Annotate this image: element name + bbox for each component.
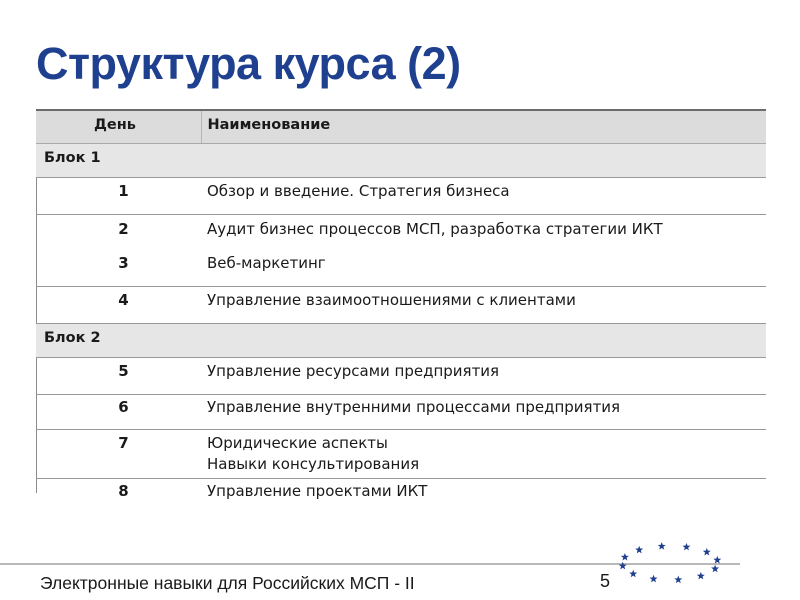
topic-name: Обзор и введение. Стратегия бизнеса: [207, 181, 510, 200]
topic-name: Аудит бизнес процессов МСП, разработка стратегии ИКТ: [207, 219, 663, 238]
star-shape: [635, 546, 643, 554]
day-number: 7: [118, 433, 129, 452]
day-number: 4: [118, 290, 129, 309]
topic-name: Управление проектами ИКТ: [207, 481, 428, 500]
footer-text: Электронные навыки для Российских МСП - II: [40, 573, 415, 593]
course-structure-table: [36, 109, 766, 514]
topic-name: Управление взаимоотношениями с клиентами: [207, 290, 576, 309]
star-shape: [703, 548, 711, 556]
topic-name: Веб-маркетинг: [207, 253, 326, 272]
table-row: [36, 214, 766, 286]
day-number: 8: [118, 481, 129, 500]
star-shape: [697, 572, 705, 580]
day-number: 2: [118, 219, 129, 238]
table-row: [36, 478, 766, 514]
topic-name: Управление внутренними процессами предприятия: [207, 397, 621, 416]
day-number: 6: [118, 397, 129, 416]
table-row: [36, 286, 766, 323]
table-row: [36, 177, 766, 214]
day-number: 3: [118, 253, 129, 272]
topic-name: Управление ресурсами предприятия: [207, 361, 500, 380]
star-shape: [674, 576, 682, 584]
header-day: День: [36, 110, 201, 143]
star-shape: [682, 543, 690, 551]
star-shape: [629, 570, 637, 578]
table-row: [36, 357, 766, 394]
day-number: 5: [118, 361, 129, 380]
header-name: Наименование: [201, 110, 766, 143]
block-row: [36, 323, 766, 357]
star-shape: [711, 565, 719, 573]
block-label: Блок 2: [36, 323, 766, 357]
star-shape: [619, 562, 627, 570]
star-shape: [621, 553, 629, 561]
topic-name: Навыки консультирования: [207, 454, 420, 473]
day-number: 1: [118, 181, 129, 200]
block-row: [36, 143, 766, 177]
star-shape: [713, 556, 721, 564]
page-number: 5: [600, 571, 611, 591]
topic-name: Юридические аспекты: [207, 433, 388, 452]
table-header-row: [36, 110, 766, 143]
table-row: [36, 429, 766, 478]
star-shape: [658, 542, 666, 550]
eu-stars-icon: [615, 538, 725, 588]
slide-title: Структура курса (2): [36, 38, 461, 89]
table-row: [36, 394, 766, 429]
star-shape: [650, 575, 658, 583]
block-label: Блок 1: [36, 143, 766, 177]
